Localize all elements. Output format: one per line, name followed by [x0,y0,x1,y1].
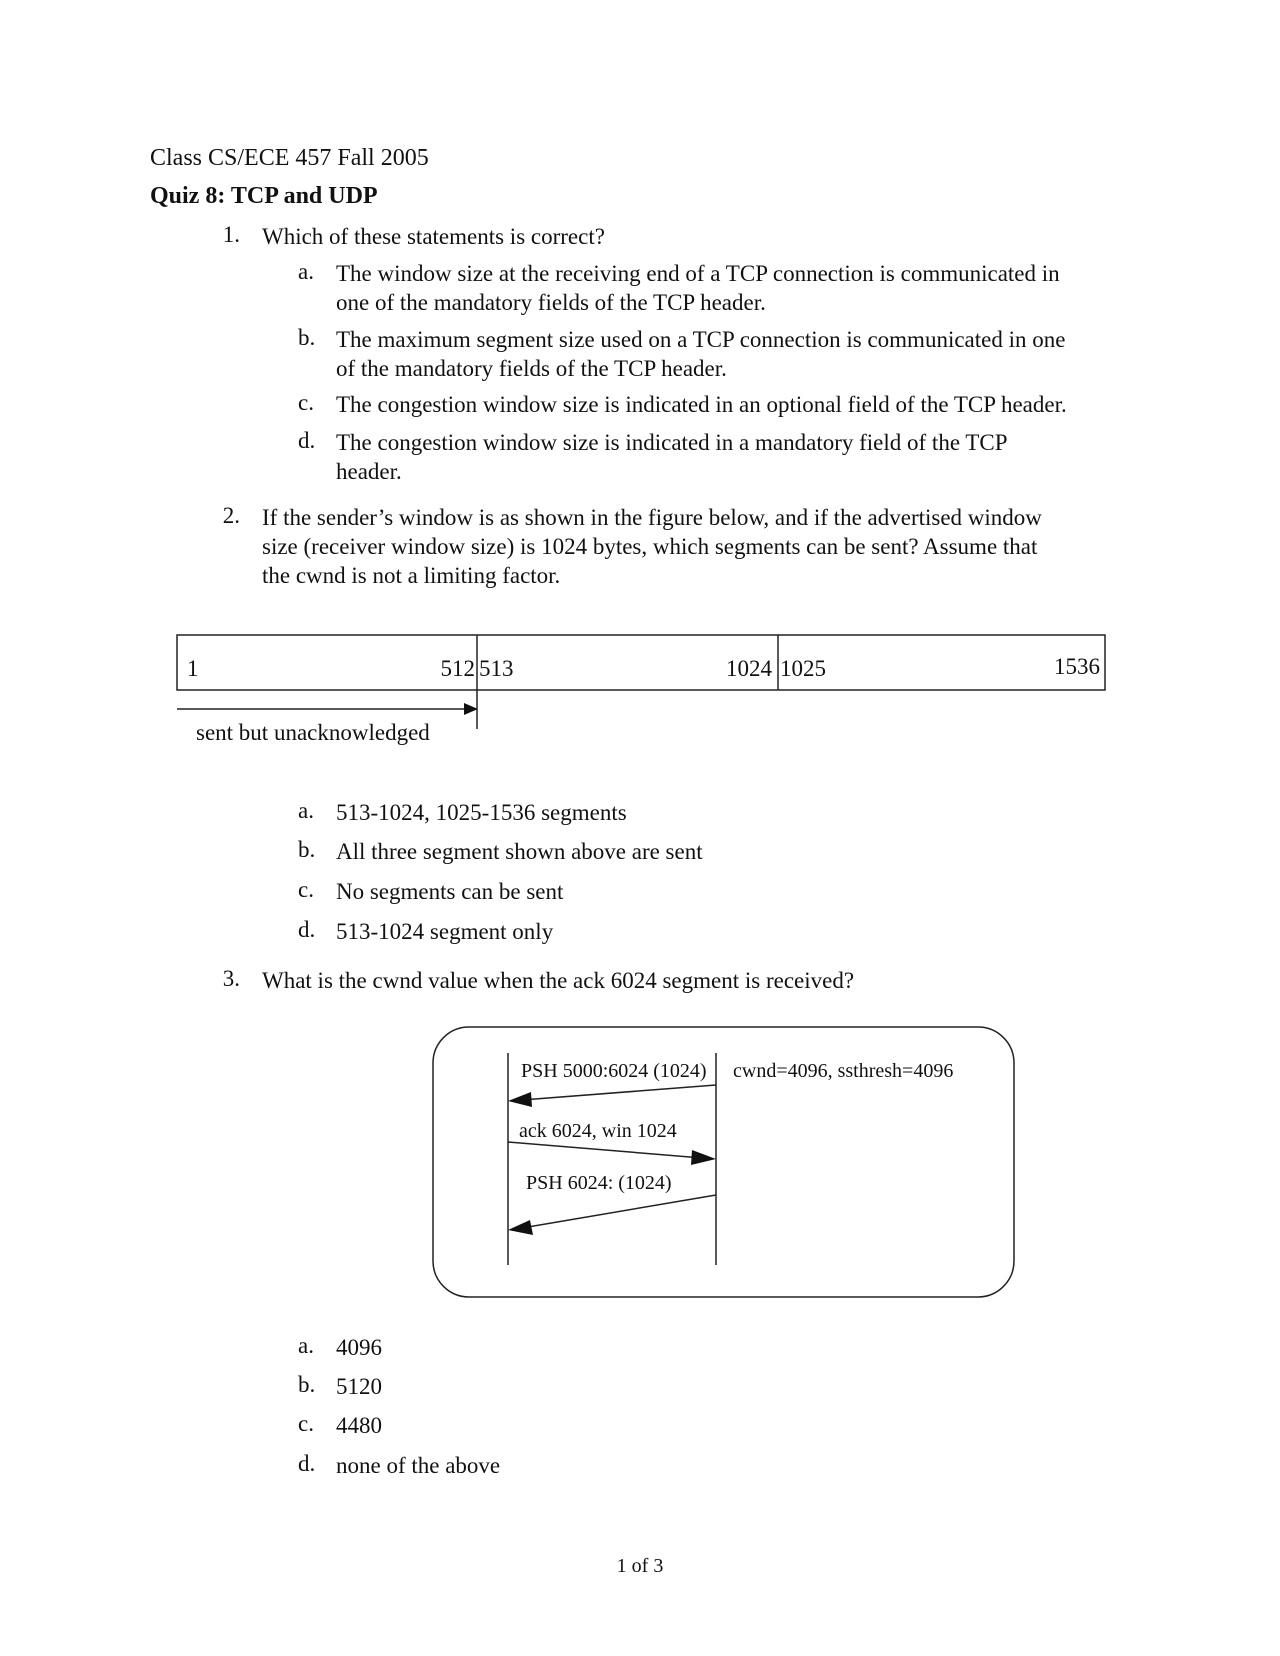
option-line: The congestion window size is indicated in an optional field of the TCP header. [336,392,1067,417]
window-label-1025: 1025 [780,656,826,681]
option-label: c. [298,390,314,415]
question-number: 2. [222,503,240,528]
cwnd-state: cwnd=4096, ssthresh=4096 [733,1060,954,1082]
option-line: header. [336,459,402,484]
question-text: Which of these statements is correct? [262,224,605,249]
option-label: b. [298,1372,316,1397]
option-line: of the mandatory fields of the TCP header. [336,356,727,381]
question-line: size (receiver window size) is 1024 bytes, which segments can be sent? Assume that [262,534,1038,559]
option-label: b. [298,325,316,350]
arrow-psh-5000 [522,1085,716,1100]
option-label: c. [298,877,314,902]
option-text: 4480 [336,1413,382,1438]
arrow-psh-6024 [522,1195,716,1228]
option-text: 513-1024, 1025-1536 segments [336,800,627,825]
option-text: No segments can be sent [336,879,564,904]
window-label-1536: 1536 [1054,654,1100,679]
option-label: c. [298,1411,314,1436]
question-line: the cwnd is not a limiting factor. [262,563,561,588]
option-line: The window size at the receiving end of a TCP connection is communicated in [336,261,1060,286]
option-text: All three segment shown above are sent [336,839,703,864]
option-text: 4096 [336,1335,382,1360]
window-label-513: 513 [479,656,514,681]
quiz-title: Quiz 8: TCP and UDP [150,183,378,209]
arrow-head-psh-6024 [508,1220,533,1235]
sent-unacked-label: sent but unacknowledged [196,720,430,745]
course-heading: Class CS/ECE 457 Fall 2005 [150,145,429,171]
msg-psh-6024: PSH 6024: (1024) [526,1172,672,1194]
arrow-head-ack-6024 [691,1150,716,1165]
option-text: none of the above [336,1453,501,1478]
option-label: d. [298,1451,316,1476]
msg-psh-5000: PSH 5000:6024 (1024) [521,1060,707,1082]
window-label-1024: 1024 [726,656,772,681]
arrow-head-psh-5000 [508,1092,532,1107]
option-line: The congestion window size is indicated in a mandatory field of the TCP [336,430,1008,455]
msg-ack-6024: ack 6024, win 1024 [519,1120,677,1142]
question-number: 3. [222,966,240,991]
option-label: d. [298,917,316,942]
option-text: 5120 [336,1374,382,1399]
option-label: d. [298,428,316,453]
option-label: a. [298,798,314,823]
option-text: 513-1024 segment only [336,919,554,944]
window-label-1: 1 [187,656,199,681]
question-text: What is the cwnd value when the ack 6024 segment is received? [262,968,855,993]
option-label: a. [298,1333,314,1358]
question-number: 1. [222,222,240,247]
question-line: If the sender’s window is as shown in the figure below, and if the advertised window [262,505,1042,530]
option-label: a. [298,259,314,284]
window-label-512: 512 [440,656,475,681]
option-line: The maximum segment size used on a TCP connection is communicated in one [336,327,1066,352]
arrow-ack-6024 [508,1142,702,1158]
option-label: b. [298,837,316,862]
page-number: 1 of 3 [616,1555,664,1577]
option-line: one of the mandatory fields of the TCP header. [336,290,766,315]
